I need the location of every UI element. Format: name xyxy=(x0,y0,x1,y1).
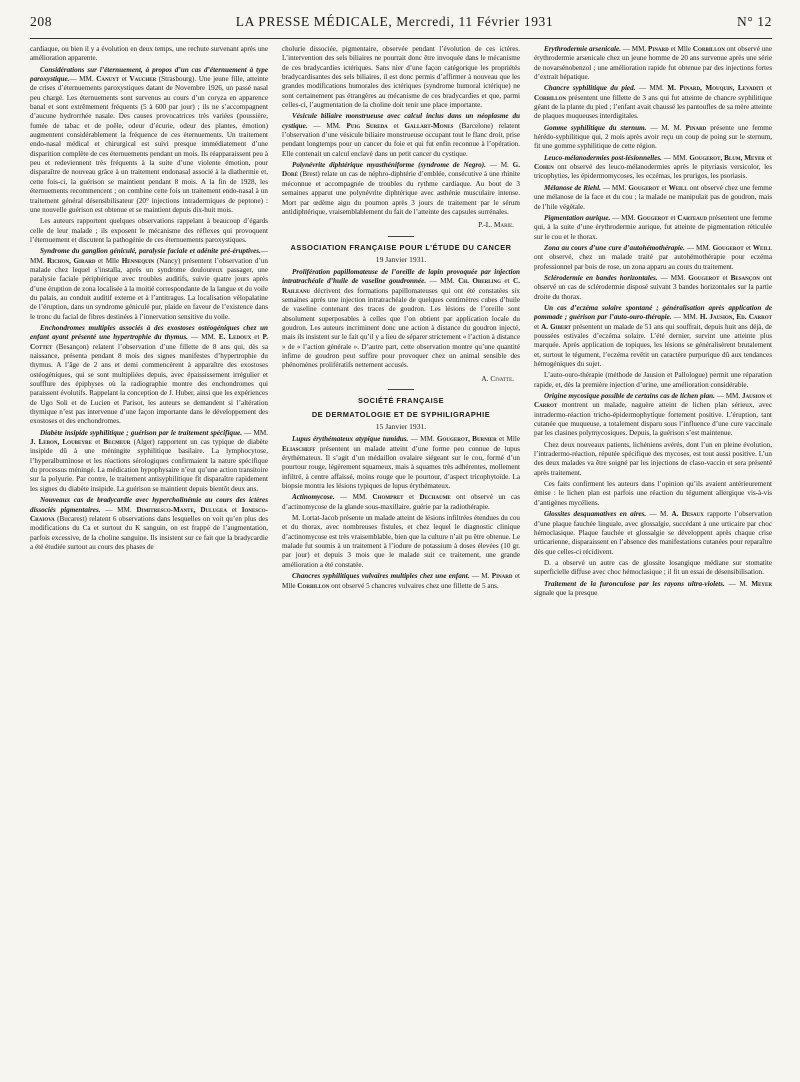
body-text: — MM. xyxy=(100,505,137,514)
article-paragraph: cardiaque, ou bien il y a évolution en deux temps, une rechute survenant après une amélioration apparente. xyxy=(30,45,268,63)
article-title: Leuco-mélanodermies post-lésionnelles. xyxy=(544,153,662,162)
body-text: et xyxy=(91,438,104,447)
body-text: — MM. xyxy=(600,183,629,192)
article-title: Chancre syphilitique du pied. xyxy=(544,84,636,93)
body-text: et xyxy=(659,183,669,192)
body-text: ont observé un cas de sclérodermie disposé suivant 3 bandes horizontales sur la partie droite du thorax. xyxy=(534,273,772,301)
body-text: — MM. xyxy=(620,45,649,53)
body-text: présentent un malade de 51 ans qui souffrait, depuis huit ans déjà, de poussées estivales d’eczéma solaire. L’été dernier, survint une atteinte plus marquée. Après application de topiques, les lésions se généralisèrent brutalement et, surtout le tégument, l’eczéma revêtit un caractère purpurique dû aux tendances hémogéniques du sujet. xyxy=(534,322,772,368)
body-text: — MM. xyxy=(242,428,268,437)
body-text: ont observé un cas d’actinomycose de la glande sous-maxillaire, guérie par la radiothérapie. xyxy=(282,493,520,511)
body-text: — MM. xyxy=(30,247,268,265)
body-text: et xyxy=(765,392,772,401)
author-name: H. Jausion, Ed. Carrot xyxy=(699,313,772,322)
body-text: — M. xyxy=(724,579,752,588)
body-text: — MM. xyxy=(610,213,638,222)
body-text: — MM. xyxy=(714,392,742,401)
article-paragraph xyxy=(282,493,520,512)
page-number: 208 xyxy=(30,14,53,29)
body-text: et xyxy=(500,277,514,286)
author-name: Pinard xyxy=(648,45,669,53)
body-text: présentent une femme qui, à la suite d’une érythrodermie aurique, fut atteinte de pigmentation réticulée sur le cou et le thorax. xyxy=(534,213,772,241)
article-paragraph xyxy=(282,268,520,371)
article-title: Glossites desquamatives en aires. xyxy=(544,510,647,519)
article-paragraph: M. Lortat-Jacob présente un malade atteint de lésions infiltrées étendues du cou et du thorax, avec nombreuses fistules, et chez lequel le diagnostic clinique d’actinomycose est très vraisemblable, bien que la culture n’ait pu être obtenue. Le malade fut soumis à un traitement à l’iodure de potassium à doses élevées (10 gr. par jour) et depuis 3 mois que le malade suit ce traitement, une grande amélioration a été constatée. xyxy=(282,514,520,569)
article-paragraph xyxy=(534,274,772,302)
author-name: Weill xyxy=(752,243,772,252)
article-paragraph xyxy=(534,304,772,369)
article-title: Polynévrite diphtérique myasthéniforme (syndrome de Negro). xyxy=(292,161,486,170)
body-text: — MM. xyxy=(635,84,668,93)
body-text: et Mlle xyxy=(95,256,122,265)
author-name: Gougerot xyxy=(628,183,660,192)
body-text: — M. xyxy=(485,161,513,170)
body-text: — M. xyxy=(646,510,672,519)
article-columns xyxy=(30,45,772,1075)
body-text: présentent une fillette de 3 ans qui fut atteinte de chancre syphilitique géant de la plante du pied ; l’enfant avait chaussé les pantoufles de sa mère atteinte de plaques muqueuses interdigitales. xyxy=(534,93,772,121)
article-paragraph xyxy=(30,247,268,322)
column-3 xyxy=(534,45,772,1075)
body-text: présentent un malade atteint d’une forme peu connue de lupus érythémateux. Il s’agit d’un médaillon ovalaire siégeant sur le cou, formé d’un pourtour rouge, légèrement squameux, mais à squames très adhérentes, mollement infiltré, à centre affaissé, moins rouge que le pourtour, d’aspect tricophytoïde. La biopsie montra les lésions typiques de lupus érythémateux. xyxy=(282,444,520,491)
header-rule xyxy=(30,38,772,39)
body-text: et xyxy=(251,333,263,342)
body-text: présente une femme hérédo-syphilitique qui, 2 mois après avoir reçu un coup de poing sur le sternum, fit une gomme syphilitique de cette région. xyxy=(534,123,772,151)
article-title: Origine mycosique possible de certains cas de lichen plan. xyxy=(544,392,715,401)
body-text: et xyxy=(403,493,420,502)
body-text: — M. M. xyxy=(646,123,686,132)
body-text: et xyxy=(534,322,542,331)
article-paragraph xyxy=(534,84,772,121)
article-paragraph xyxy=(282,435,520,491)
body-text: — MM. xyxy=(334,493,373,502)
author-name: Ch. Oberling xyxy=(458,277,501,286)
author-name: A. Desaux xyxy=(671,510,704,519)
article-paragraph xyxy=(30,66,268,216)
author-name: Pinard xyxy=(685,123,707,132)
article-paragraph: Les auteurs rapportent quelques observations rappelant à beaucoup d’égards celle de leur malade ; ils exposent le mécanisme des réflexes qui provoquent l’éternuement et discutent la pathogénie de ces éternuements paroxystiques. xyxy=(30,217,268,244)
article-paragraph xyxy=(534,244,772,272)
article-paragraph xyxy=(282,112,520,159)
author-name: Eliascheff xyxy=(282,444,316,453)
article-title: Zona au cours d’une cure d’autohémothérapie. xyxy=(544,243,685,252)
body-text: et Mlle xyxy=(668,45,693,53)
article-paragraph xyxy=(30,324,268,427)
body-text: — MM. xyxy=(426,277,459,286)
article-title: Traitement de la furonculose par les rayons ultra-violets. xyxy=(544,579,725,588)
author-name: Gougerot, Blum, Meyer xyxy=(689,153,765,162)
column-1 xyxy=(30,45,268,1075)
session-date: 19 Janvier 1931. xyxy=(375,254,427,264)
body-text: — MM. xyxy=(684,243,713,252)
body-text: ont observé 5 chancres vulvaires chez une fillette de 5 ans. xyxy=(329,581,499,590)
body-text: (Strasbourg). Une jeune fille, atteinte de crises d’éternuements paroxystiques datant de Novembre 1926, un passé nasal peu chargé. Les éternuements sont survenus au cours d’un coryza en apparence banal et sont extrêmement fréquents (5 à 600 par jour) ; ils ne s’accompagnent d’aucune hydrorrhée nasale. Des causes provocatrices très variées (poussière, fumée de tabac et de poêle, odeur d’écurie, odeur des plantes, émotion) augmentent considérablement la fréquence de ces éternuements. Un traitement endo-nasal médical et chirurgical est suivi presque immédiatement d’une disparition complète de ces éternuements pendant un mois. Ils réapparaissent peu à peu et redeviennent très fréquents à la suite d’une violente émotion, pour disparaître de nouveau grâce à un traitement endonasal associé à la diathermie et, cette fois-ci, la guérison se maintient pendant 8 mois. A la fin de 1928, les éternuements recommencent ; on combine cette fois un traitement endo-nasal à un traitement général désensibilisateur (20° injections intradermiques de peptone) : une nouvelle guérison est obtenue et se maintient depuis dix-huit mois. xyxy=(30,75,268,214)
author-name: Gougerot xyxy=(688,273,720,282)
article-paragraph xyxy=(534,580,772,599)
author-name: P. Cottet xyxy=(30,333,268,351)
author-name: G. Doré xyxy=(282,161,520,179)
body-text: — MM. xyxy=(307,121,347,130)
article-paragraph xyxy=(534,184,772,212)
article-paragraph: Ces faits confirment les auteurs dans l’opinion qu’ils avaient antérieurement émise : le lichen plan est parfois une réaction du tégument allergique vis-à-vis d’antigènes mycéliens. xyxy=(534,480,772,507)
author-name: M. Pinard, Mouquin, Levaditi xyxy=(667,84,764,93)
body-text: — MM. xyxy=(408,435,437,444)
article-title: Syndrome du ganglion géniculé, paralysie faciale et adénite pré-éruptives. xyxy=(40,247,261,256)
article-title: Erythrodermie arsenicale. xyxy=(544,45,621,53)
author-name: Gougerot, Burnier xyxy=(436,435,497,444)
article-title: Actinomycose. xyxy=(292,493,335,502)
section-divider xyxy=(388,236,414,237)
body-text: ont observé, chez un malade traité par autohémothérapie pour eczéma professionnel par bois de rose, un zona apparu au cours du traitement. xyxy=(534,253,772,271)
article-title: Un cas d’eczéma solaire spontané ; généralisation après application de pommade ; guérison par l’auto-ouro-thérapie. xyxy=(534,303,772,322)
article-paragraph xyxy=(534,124,772,152)
author-name: Chompret xyxy=(372,493,404,502)
article-paragraph: cholurie dissociée, pigmentaire, observée pendant l’évolution de ces ictères. L’intervention des sels biliaires ne pourrait donc être invoquée dans le mécanisme de ces bradycardies ictériques. Sans nier d’une façon catégorique les propriétés bradycardisantes des sels biliaires, il est donc permis d’affirmer à nouveau que les grandes modifications humorales des ictériques (syndrome humoral ictérique) ne sont certainement pas étrangères au mécanisme de ces bradycardies et que, parmi celles-ci, l’augmentation de la choline doit tenir une place importante. xyxy=(282,45,520,110)
author-name: Gougerot xyxy=(712,243,744,252)
body-text: ont observé chez une femme une mélanose de la face et du cou ; la malade ne manipulait pas de goudron, mais de l’hile végétale. xyxy=(534,183,772,211)
article-paragraph xyxy=(534,214,772,242)
article-paragraph xyxy=(534,392,772,439)
author-name: Jausion xyxy=(742,392,766,401)
author-name: Corbillon xyxy=(692,45,725,53)
author-name: Pinard xyxy=(491,572,513,581)
article-paragraph xyxy=(30,496,268,552)
section-heading: SOCIÉTÉ FRANÇAISE xyxy=(357,396,445,405)
body-text: rapporte l’observation d’une plaque fauchée linguale, avec glossalgie, succédant à une urticaire par choc hémoclasique. Plaque fauchée et glossalgie se développent après chaque crise urticarienne, disparaissent en l’absence des manifestations cutanées pour reparaître dès que celles-ci récidivent. xyxy=(534,510,772,556)
article-title: Diabète insipide syphilitique ; guérison par le traitement spécifique. xyxy=(40,428,243,437)
article-paragraph xyxy=(282,572,520,591)
body-text: (Alger) rapportent un cas typique de diabète insipide dû à une méningite syphilitique basilaire. La lymphocytose, l’hyperalbuminose et les réactions sérologiques confirmaient la nature spécifique du processus méningé. La médication hypophysaire n’eut qu’une action transitoire sur la polyurie. Par contre, le traitement antisyphilitique fit disparaître rapidement les signes du diabète insipide. La guérison se maintient depuis bientôt deux ans. xyxy=(30,438,268,493)
author-name: Corbillon xyxy=(297,581,330,590)
body-text: (Bucarest) relatent 6 observations dans lesquelles on voit qu’en plus des modifications du Ca et surtout du K sanguin, on est frappé de l’augmentation, parfois excessive, de la choline sanguine. Ils insistent sur ce fait que la bradycardie a été étudiée surtout au cours des phases de xyxy=(30,514,268,551)
article-title: Chancres syphilitiques vulvaires multiples chez une enfant. xyxy=(292,572,470,581)
author-name: Canuyt xyxy=(96,75,120,84)
article-paragraph xyxy=(534,510,772,557)
author-name: J. Lebon, Loubeyre xyxy=(30,438,92,447)
body-text: (Brest) relate un cas de néphro-diphtérie d’emblée, consécutive à une rhinite méconnue et accompagnée de troubles du rythme cardiaque. Au bout de 3 semaines apparut une polynévrite diphtérique avec asthénie musculaire intense. Mort par œdème aigu du poumon après 3 jours de traitement par le sérum antidiphtérique, vraisemblablement du fait de l’atteinte des capsules surrénales. xyxy=(282,170,520,216)
body-text: et Mlle xyxy=(496,435,520,444)
body-text: et xyxy=(743,243,753,252)
body-text: et xyxy=(668,213,678,222)
body-text: et xyxy=(764,153,772,162)
article-title: Enchondromes multiples associés à des exostoses ostéogéniques chez un enfant ayant présenté une hypertrophie du thymus. xyxy=(30,323,268,342)
author-name: Weill xyxy=(668,183,688,192)
article-title: Vésicule biliaire monstrueuse avec calcul inclus dans un néoplasme du cystique. xyxy=(282,112,520,130)
author-name: Becmeur xyxy=(103,438,131,447)
body-text: (Besançon) relatent l’observation d’une fillette de 8 ans qui, dès sa naissance, présenta pendant 8 mois des signes manifestes d’hypertrophie du thymus. A l’âge de 2 ans et demi commencèrent à apparaître des exostoses ostéogéniques, qui se sont multipliées depuis, avec épaississement irrégulier et soufflure des épiphyses où la radiographie montre des enchondromes qui paraissent évolutifs. Rappelant la conception de J. Huber, ainsi que les expériences de Ugo Soli et de Lucien et Parisot, les auteurs se demandent si l’altération thymique n’est pas intervenue d’une façon importante dans le développement des exostoses et des enchondromes. xyxy=(30,342,268,426)
author-name: Gallart-Mones xyxy=(404,121,454,130)
body-text: et xyxy=(719,273,731,282)
author-name: Puig Sureda xyxy=(346,121,388,130)
author-name: Gougerot xyxy=(637,213,669,222)
body-text: — MM. xyxy=(657,273,689,282)
body-text: décrivent des formations papillomateuses qui ont été constatées six semaines après une injection intratrachéale de quelques centimètres cubes d’huile de vaseline contenant des traces de goudron. Les lésions de l’oreille sont absolument superposables à celles que l’on obtient par application locale du goudron. Les auteurs incriminent donc une action à distance du goudron injecté, mais ils insistent sur le fait qu’il y a lieu de séparer strictement « l’action à distance » de « l’action générale ». D’autre part, cette observation montre qu’une quantité infime de goudron peut suffire pour provoquer chez un animal sensible des phénomènes prolifératifs nettement accusés. xyxy=(282,286,520,370)
author-name: Hennequin xyxy=(121,256,155,265)
article-title: Mélanose de Riehl. xyxy=(544,183,601,192)
author-signature: A. Civatte. xyxy=(481,373,514,383)
article-paragraph: Chez deux nouveaux patients, lichéniens avérés, dont l’un en pleine évolution, l’intradermo-réaction, réputée spécifique des mycoses, est tout aussi positive. L’un des deux malades va être soigné par les injections de claso-vaccin et sera présenté après traitement. xyxy=(534,440,772,477)
body-text: — M. xyxy=(469,572,492,581)
issue-number: N° 12 xyxy=(736,14,772,29)
article-title: Pigmentation aurique. xyxy=(544,213,611,222)
author-name: Besançon xyxy=(730,273,760,282)
article-title: Lupus érythémateux atypique tumidus. xyxy=(292,435,409,444)
body-text: et Mlle xyxy=(282,572,520,590)
body-text: (Barcelone) relatent l’observation d’une vésicule biliaire monstrueuse occupant tout le flanc droit, prise pendant longtemps pour un cancer du foie et qui fut enfin reconnue à l’opération. Elle contenait un calcul enclavé dans un petit cancer du cystique. xyxy=(282,121,520,158)
author-name: Ionesco-Craiova xyxy=(30,505,268,523)
section-heading: DE DERMATOLOGIE ET DE SYPHILIGRAPHIE xyxy=(311,410,491,419)
body-text: et xyxy=(119,75,130,84)
section-divider xyxy=(388,389,414,390)
session-date: 15 Janvier 1931. xyxy=(375,422,427,431)
article-title: Sclérodermie en bandes horizontales. xyxy=(544,273,658,282)
article-paragraph: D. a observé un autre cas de glossite losangique médiane sur stomatite superficielle diffuse avec choc hémoclasique ; il fit un essai de désensibilisation. xyxy=(534,558,772,577)
body-text: et xyxy=(387,121,405,130)
page-header xyxy=(30,14,772,36)
article-paragraph: L’auto-ouro-thérapie (méthode de Jausion et Pallologue) permit une réparation rapide, et, dès la première injection d’urine, une amélioration considérable. xyxy=(534,371,772,389)
body-text: signale que la presque xyxy=(534,588,598,597)
author-name: Dechaume xyxy=(419,493,451,502)
journal-title: LA PRESSE MÉDICALE, Mercredi, 11 Février 1931 xyxy=(235,14,554,29)
article-paragraph xyxy=(534,154,772,182)
section-heading: ASSOCIATION FRANÇAISE POUR L’ÉTUDE DU CANCER xyxy=(290,242,512,252)
author-name: Richon, Girard xyxy=(47,256,96,265)
author-name: Cohen xyxy=(534,163,554,172)
body-text: — MM. xyxy=(661,153,690,162)
body-text: et xyxy=(763,84,772,93)
author-signature: P.-L. Marie. xyxy=(478,220,514,230)
author-name: Carrot xyxy=(534,401,558,410)
article-paragraph xyxy=(534,45,772,82)
author-name: E. Ledoux xyxy=(218,333,252,342)
body-text: ont observé une érythrodermie arsenicale chez un jeune homme de 20 ans survenue après une série de novarsénobenzol ; une amélioration rapide fut obtenue par des injections fortes d’extrait hépatique. xyxy=(534,45,772,82)
article-title: Gomme syphilitique du sternum. xyxy=(544,123,647,132)
author-name: Meyer xyxy=(751,579,772,588)
body-text: — MM. xyxy=(671,313,700,322)
column-2 xyxy=(282,45,520,1075)
author-name: Dimitresco-Mante, Dulugea xyxy=(136,505,227,514)
body-text: ont observé des leuco-mélanodermies après le pityriasis versicolor, les tricophyties, les épidermomycoses, les eczémas, les prurigos, les psoriasis. xyxy=(534,163,772,181)
body-text: — MM. xyxy=(69,75,97,84)
article-paragraph xyxy=(282,161,520,217)
author-name: C. Raileanu xyxy=(282,277,520,295)
body-text: et xyxy=(226,505,242,514)
body-text: montrent un malade, naguère atteint de lichen plan sérieux, avec intradermo-réaction tricho-épidermophytique fortement positive. L’éruption, tant cutanée que muqueuse, a totalement disparu sous l’influence d’une cure vaccinale par les clasines polymycosiques. Depuis, la guérison s’est maintenue. xyxy=(534,401,772,438)
author-name: A. Gibert xyxy=(541,322,572,331)
author-name: Vaucher xyxy=(129,75,157,84)
body-text: — MM. xyxy=(187,333,219,342)
article-paragraph xyxy=(30,429,268,494)
author-name: Corbillon xyxy=(534,93,567,102)
article-title: Nouveaux cas de bradycardie avec hypercholinémie au cours des ictères dissociés pigmentaires. xyxy=(30,496,268,514)
article-title: Considérations sur l’éternuement, à propos d’un cas d’éternuement à type paroxystique. xyxy=(30,65,268,84)
author-name: Carteaud xyxy=(677,213,708,222)
article-title: Prolifération papillomateuse de l’oreille de lapin provoquée par injection intratrachéale d’huile de vaseline goudronnée. xyxy=(282,267,520,286)
body-text: (Nancy) présentent l’observation d’un malade chez lequel s’installa, après un syndrome douloureux passager, une paralysie faciale périphérique avec troubles auditifs, suivie quatre jours après d’une éruption de zona localisée à la moitié correspondante de la langue et du voile du palais, au conduit auditif externe et à l’antitragus. La localisation vélopalatine de l’éruption, dans un syndrome géniculé pur, plaide en faveur de l’existence dans le tronc du facial de fibres destinées à l’innervation sensitive du voile. xyxy=(30,256,268,321)
